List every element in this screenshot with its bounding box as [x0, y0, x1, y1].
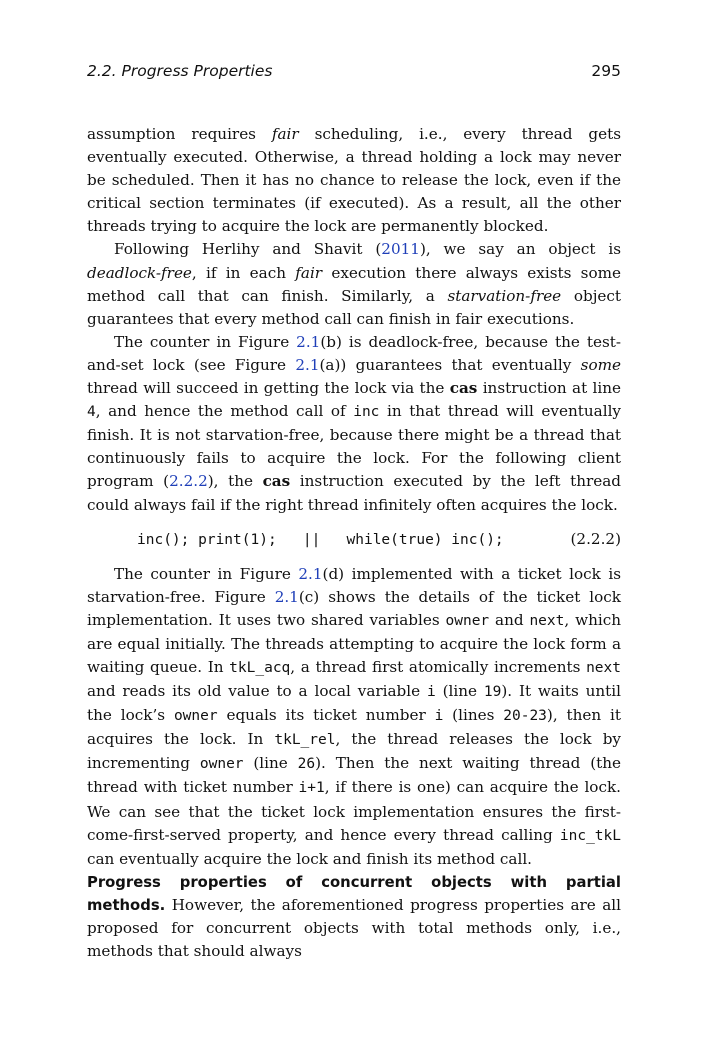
keyword: cas — [449, 379, 478, 398]
emphasis: fair — [271, 125, 299, 143]
code-span: inc_tkL — [559, 827, 621, 844]
text-span: (line — [435, 682, 484, 701]
code-span: 4 — [87, 404, 96, 421]
code-span: 19 — [483, 684, 502, 701]
emphasis: some — [580, 355, 621, 374]
text-span: and — [489, 610, 530, 629]
text-span: ), then it acquires the lock. In — [87, 706, 622, 749]
figure-link[interactable]: 2.1 — [295, 355, 320, 374]
code-span: owner — [199, 756, 244, 773]
section-title: 2.2. Progress Properties — [87, 62, 273, 80]
keyword: cas — [262, 472, 291, 491]
code-span: i — [434, 708, 444, 725]
text-span: , and hence the method call of — [95, 402, 354, 421]
text-span: equals its ticket number — [217, 706, 435, 725]
paragraph-2 — [87, 238, 621, 330]
page-number: 295 — [591, 62, 621, 80]
paragraph-4 — [87, 563, 621, 871]
emphasis: deadlock-free — [87, 263, 192, 282]
text-span: scheduling, i.e., every thread gets eventually executed. Otherwise, a thread holding a lock may never be scheduled. Then it has no chance to release the lock, even if the critical section terminates (if executed). As a result, all the other threads trying to acquire the lock are permanently blocked. — [87, 125, 621, 236]
code-span: 26 — [297, 756, 316, 773]
equation — [87, 528, 621, 552]
text-span: The counter in Figure — [114, 332, 297, 351]
text-span: (c) shows the details of the ticket lock implementation. It uses two shared variables — [87, 587, 621, 629]
code-span: tkL_acq — [229, 659, 291, 676]
text-span: , if in each — [191, 263, 296, 282]
text-span: instruction executed by the left thread could always fail if the right thread infinitely often acquires the lock. — [87, 472, 622, 514]
text-span: ). It waits until the lock’s — [87, 682, 621, 725]
text-span: ), we say an object is — [419, 240, 622, 259]
code-span: next — [529, 612, 565, 629]
text-span: , if there is one) can acquire the lock. We can see that the ticket lock implementation ensures the first-come-first-served property, and hence every thread calling — [87, 778, 621, 844]
figure-link[interactable]: 2.1 — [274, 587, 299, 606]
text-span: (line — [243, 754, 298, 773]
body-text — [87, 123, 621, 963]
code-span: 20-23 — [503, 708, 547, 725]
text-span: ), the — [207, 472, 263, 491]
equation-link[interactable]: 2.2.2 — [169, 472, 208, 491]
text-span: (d) implemented with a ticket lock is starvation-free. Figure — [87, 564, 621, 606]
paragraph-heading: Progress properties of concurrent objects with partial methods. — [87, 873, 621, 914]
running-header — [87, 62, 621, 92]
text-span: Following Herlihy and Shavit ( — [114, 240, 382, 259]
code-span: i — [427, 684, 436, 701]
text-span: (a)) guarantees that eventually — [319, 355, 581, 374]
text-span: , the thread releases the lock by incrementing — [87, 730, 621, 773]
paragraph-5 — [87, 871, 621, 963]
code-span: owner — [445, 612, 490, 629]
paragraph-1 — [87, 123, 621, 238]
code-span: owner — [173, 708, 218, 725]
text-span: thread will succeed in getting the lock via the — [87, 379, 450, 398]
code-span: next — [586, 659, 621, 676]
equation-number: (2.2.2) — [570, 529, 621, 548]
code-span: i+1 — [298, 780, 325, 797]
figure-link[interactable]: 2.1 — [298, 564, 323, 583]
text-span: assumption requires — [87, 125, 272, 143]
text-span: The counter in Figure — [114, 564, 299, 583]
paragraph-3 — [87, 331, 621, 517]
emphasis: starvation-free — [447, 286, 562, 305]
page-content — [87, 62, 621, 963]
emphasis: fair — [295, 263, 323, 282]
text-span: , which are equal initially. The threads attempting to acquire the lock form a waiting queue. In — [87, 610, 621, 676]
text-span: object guarantees that every method call can finish in fair executions. — [87, 286, 621, 328]
text-span: execution there always exists some method call that can finish. Similarly, a — [87, 263, 621, 305]
figure-link[interactable]: 2.1 — [296, 332, 321, 351]
text-span: (lines — [443, 706, 504, 725]
code-span: tkL_rel — [274, 732, 336, 749]
text-span: (b) is deadlock-free, because the test-and-set lock (see Figure — [87, 332, 621, 374]
equation-code: inc(); print(1); || while(true) inc(); — [137, 531, 504, 548]
text-span: However, the aforementioned progress properties are all proposed for concurrent objects with total methods only, i.e., methods that should always — [87, 895, 621, 961]
text-span: and reads its old value to a local variable — [87, 682, 427, 701]
text-span: in that thread will eventually finish. It is not starvation-free, because there might be a thread that continuously fails to acquire the lock. For the following client program ( — [87, 402, 622, 491]
text-span: ). Then the next waiting thread (the thread with ticket number — [87, 754, 621, 797]
citation-link[interactable]: 2011 — [381, 240, 420, 259]
text-span: can eventually acquire the lock and finish its method call. — [87, 849, 533, 868]
text-span: instruction at line — [477, 379, 621, 398]
text-span: , a thread first atomically increments — [290, 657, 587, 676]
code-span: inc — [353, 404, 380, 421]
